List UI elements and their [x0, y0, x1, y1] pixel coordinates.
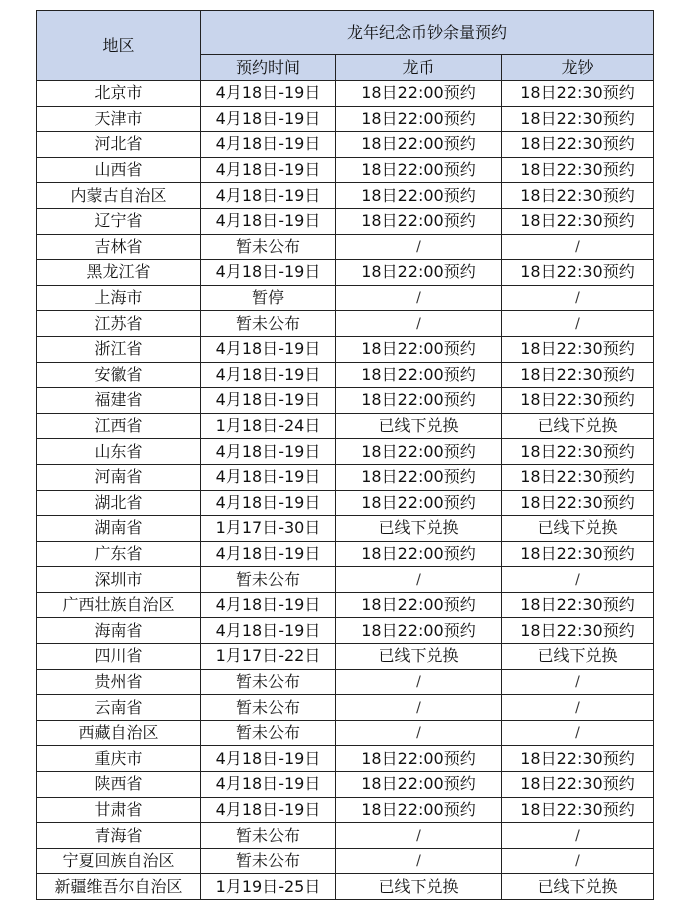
banknote-status-cell: 18日22:30预约: [502, 132, 654, 158]
region-cell: 贵州省: [37, 669, 201, 695]
region-cell: 辽宁省: [37, 208, 201, 234]
region-cell: 四川省: [37, 644, 201, 670]
reservation-time-cell: 暂未公布: [201, 234, 336, 260]
reservation-time-cell: 暂未公布: [201, 669, 336, 695]
table-row: [37, 388, 654, 414]
region-cell: 青海省: [37, 823, 201, 849]
coin-status-cell: 已线下兑换: [336, 516, 502, 542]
banknote-status-cell: /: [502, 285, 654, 311]
banknote-status-cell: 18日22:30预约: [502, 388, 654, 414]
table-row: [37, 285, 654, 311]
coin-status-cell: 已线下兑换: [336, 874, 502, 900]
reservation-time-cell: 暂未公布: [201, 720, 336, 746]
table-row: [37, 848, 654, 874]
coin-status-cell: /: [336, 311, 502, 337]
region-column-header: 地区: [37, 11, 201, 81]
banknote-status-cell: 18日22:30预约: [502, 618, 654, 644]
reservation-time-cell: 4月18日-19日: [201, 797, 336, 823]
region-cell: 浙江省: [37, 336, 201, 362]
coin-status-cell: /: [336, 720, 502, 746]
region-cell: 江苏省: [37, 311, 201, 337]
table-row: [37, 234, 654, 260]
banknote-status-cell: 18日22:30预约: [502, 746, 654, 772]
banknote-status-cell: 18日22:30预约: [502, 260, 654, 286]
table-row: [37, 874, 654, 900]
banknote-status-cell: /: [502, 669, 654, 695]
region-cell: 甘肃省: [37, 797, 201, 823]
reservation-table-sheet: [36, 10, 653, 900]
table-row: [37, 823, 654, 849]
region-cell: 内蒙古自治区: [37, 183, 201, 209]
banknote-status-cell: 18日22:30预约: [502, 157, 654, 183]
reservation-time-cell: 4月18日-19日: [201, 336, 336, 362]
reservation-time-cell: 4月18日-19日: [201, 183, 336, 209]
reservation-time-cell: 4月18日-19日: [201, 132, 336, 158]
banknote-status-cell: 18日22:30预约: [502, 106, 654, 132]
region-cell: 福建省: [37, 388, 201, 414]
region-cell: 天津市: [37, 106, 201, 132]
banknote-status-cell: 18日22:30预约: [502, 183, 654, 209]
reservation-time-cell: 4月18日-19日: [201, 772, 336, 798]
region-cell: 北京市: [37, 81, 201, 107]
coin-status-cell: 18日22:00预约: [336, 132, 502, 158]
reservation-time-cell: 4月18日-19日: [201, 439, 336, 465]
reservation-time-cell: 4月18日-19日: [201, 746, 336, 772]
reservation-time-cell: 4月18日-19日: [201, 464, 336, 490]
reservation-time-cell: 4月18日-19日: [201, 618, 336, 644]
banknote-status-cell: 18日22:30预约: [502, 464, 654, 490]
region-cell: 湖南省: [37, 516, 201, 542]
region-cell: 安徽省: [37, 362, 201, 388]
table-row: [37, 541, 654, 567]
table-row: [37, 336, 654, 362]
banknote-status-cell: 18日22:30预约: [502, 208, 654, 234]
coin-status-cell: 18日22:00预约: [336, 157, 502, 183]
coin-column-header: 龙币: [336, 55, 502, 81]
banknote-status-cell: 已线下兑换: [502, 413, 654, 439]
banknote-status-cell: 18日22:30预约: [502, 362, 654, 388]
region-cell: 上海市: [37, 285, 201, 311]
region-cell: 海南省: [37, 618, 201, 644]
table-row: [37, 516, 654, 542]
reservation-time-cell: 1月17日-22日: [201, 644, 336, 670]
reservation-time-cell: 4月18日-19日: [201, 592, 336, 618]
banknote-status-cell: /: [502, 720, 654, 746]
banknote-status-cell: /: [502, 695, 654, 721]
reservation-time-cell: 4月18日-19日: [201, 362, 336, 388]
reservation-time-cell: 1月18日-24日: [201, 413, 336, 439]
banknote-status-cell: 18日22:30预约: [502, 592, 654, 618]
coin-status-cell: 18日22:00预约: [336, 362, 502, 388]
table-row: [37, 567, 654, 593]
coin-status-cell: 18日22:00预约: [336, 439, 502, 465]
banknote-status-cell: 18日22:30预约: [502, 541, 654, 567]
reservation-time-cell: 暂未公布: [201, 311, 336, 337]
table-row: [37, 797, 654, 823]
region-cell: 宁夏回族自治区: [37, 848, 201, 874]
table-row: [37, 157, 654, 183]
region-cell: 广东省: [37, 541, 201, 567]
region-cell: 山西省: [37, 157, 201, 183]
table-row: [37, 592, 654, 618]
banknote-status-cell: 18日22:30预约: [502, 439, 654, 465]
region-cell: 吉林省: [37, 234, 201, 260]
table-row: [37, 618, 654, 644]
table-row: [37, 106, 654, 132]
region-cell: 山东省: [37, 439, 201, 465]
region-cell: 黑龙江省: [37, 260, 201, 286]
reservation-time-cell: 4月18日-19日: [201, 106, 336, 132]
coin-status-cell: 18日22:00预约: [336, 797, 502, 823]
reservation-time-cell: 4月18日-19日: [201, 260, 336, 286]
coin-status-cell: /: [336, 695, 502, 721]
coin-status-cell: 18日22:00预约: [336, 183, 502, 209]
banknote-status-cell: /: [502, 823, 654, 849]
table-row: [37, 413, 654, 439]
reservation-time-cell: 4月18日-19日: [201, 541, 336, 567]
reservation-time-cell: 1月19日-25日: [201, 874, 336, 900]
reservation-time-cell: 1月17日-30日: [201, 516, 336, 542]
commemorative-coin-reservation-table: [36, 10, 654, 900]
coin-status-cell: 18日22:00预约: [336, 208, 502, 234]
region-cell: 陕西省: [37, 772, 201, 798]
table-row: [37, 183, 654, 209]
reservation-time-cell: 4月18日-19日: [201, 81, 336, 107]
table-row: [37, 720, 654, 746]
reservation-time-cell: 4月18日-19日: [201, 490, 336, 516]
coin-status-cell: 18日22:00预约: [336, 336, 502, 362]
coin-status-cell: 已线下兑换: [336, 413, 502, 439]
coin-status-cell: /: [336, 823, 502, 849]
table-row: [37, 669, 654, 695]
coin-status-cell: 18日22:00预约: [336, 464, 502, 490]
reservation-time-cell: 暂未公布: [201, 848, 336, 874]
coin-status-cell: 18日22:00预约: [336, 592, 502, 618]
banknote-column-header: 龙钞: [502, 55, 654, 81]
table-row: [37, 464, 654, 490]
coin-status-cell: 18日22:00预约: [336, 388, 502, 414]
coin-status-cell: /: [336, 285, 502, 311]
reservation-time-cell: 4月18日-19日: [201, 157, 336, 183]
coin-status-cell: 18日22:00预约: [336, 106, 502, 132]
region-cell: 河南省: [37, 464, 201, 490]
coin-status-cell: 18日22:00预约: [336, 772, 502, 798]
reservation-time-cell: 暂未公布: [201, 823, 336, 849]
table-row: [37, 208, 654, 234]
table-row: [37, 260, 654, 286]
banknote-status-cell: 18日22:30预约: [502, 490, 654, 516]
reservation-time-cell: 暂未公布: [201, 695, 336, 721]
reservation-time-cell: 4月18日-19日: [201, 208, 336, 234]
table-row: [37, 695, 654, 721]
banknote-status-cell: /: [502, 311, 654, 337]
region-cell: 重庆市: [37, 746, 201, 772]
table-row: [37, 746, 654, 772]
coin-status-cell: /: [336, 234, 502, 260]
table-row: [37, 644, 654, 670]
region-cell: 广西壮族自治区: [37, 592, 201, 618]
banknote-status-cell: 已线下兑换: [502, 874, 654, 900]
coin-status-cell: 18日22:00预约: [336, 541, 502, 567]
region-cell: 深圳市: [37, 567, 201, 593]
banknote-status-cell: 已线下兑换: [502, 516, 654, 542]
table-body: [37, 81, 654, 900]
coin-status-cell: 18日22:00预约: [336, 618, 502, 644]
region-cell: 河北省: [37, 132, 201, 158]
banknote-status-cell: 18日22:30预约: [502, 772, 654, 798]
region-cell: 江西省: [37, 413, 201, 439]
region-cell: 新疆维吾尔自治区: [37, 874, 201, 900]
reservation-time-cell: 暂未公布: [201, 567, 336, 593]
reservation-time-cell: 暂停: [201, 285, 336, 311]
table-row: [37, 81, 654, 107]
banknote-status-cell: 18日22:30预约: [502, 81, 654, 107]
group-header-title: 龙年纪念币钞余量预约: [201, 11, 654, 55]
banknote-status-cell: /: [502, 567, 654, 593]
reservation-time-cell: 4月18日-19日: [201, 388, 336, 414]
region-cell: 西藏自治区: [37, 720, 201, 746]
coin-status-cell: 已线下兑换: [336, 644, 502, 670]
time-column-header: 预约时间: [201, 55, 336, 81]
coin-status-cell: 18日22:00预约: [336, 490, 502, 516]
table-row: [37, 311, 654, 337]
table-row: [37, 490, 654, 516]
coin-status-cell: /: [336, 669, 502, 695]
table-row: [37, 439, 654, 465]
banknote-status-cell: 18日22:30预约: [502, 797, 654, 823]
banknote-status-cell: /: [502, 848, 654, 874]
table-row: [37, 772, 654, 798]
coin-status-cell: 18日22:00预约: [336, 81, 502, 107]
coin-status-cell: /: [336, 567, 502, 593]
coin-status-cell: 18日22:00预约: [336, 746, 502, 772]
banknote-status-cell: /: [502, 234, 654, 260]
region-cell: 云南省: [37, 695, 201, 721]
table-row: [37, 362, 654, 388]
table-row: [37, 132, 654, 158]
region-cell: 湖北省: [37, 490, 201, 516]
banknote-status-cell: 已线下兑换: [502, 644, 654, 670]
coin-status-cell: /: [336, 848, 502, 874]
coin-status-cell: 18日22:00预约: [336, 260, 502, 286]
banknote-status-cell: 18日22:30预约: [502, 336, 654, 362]
